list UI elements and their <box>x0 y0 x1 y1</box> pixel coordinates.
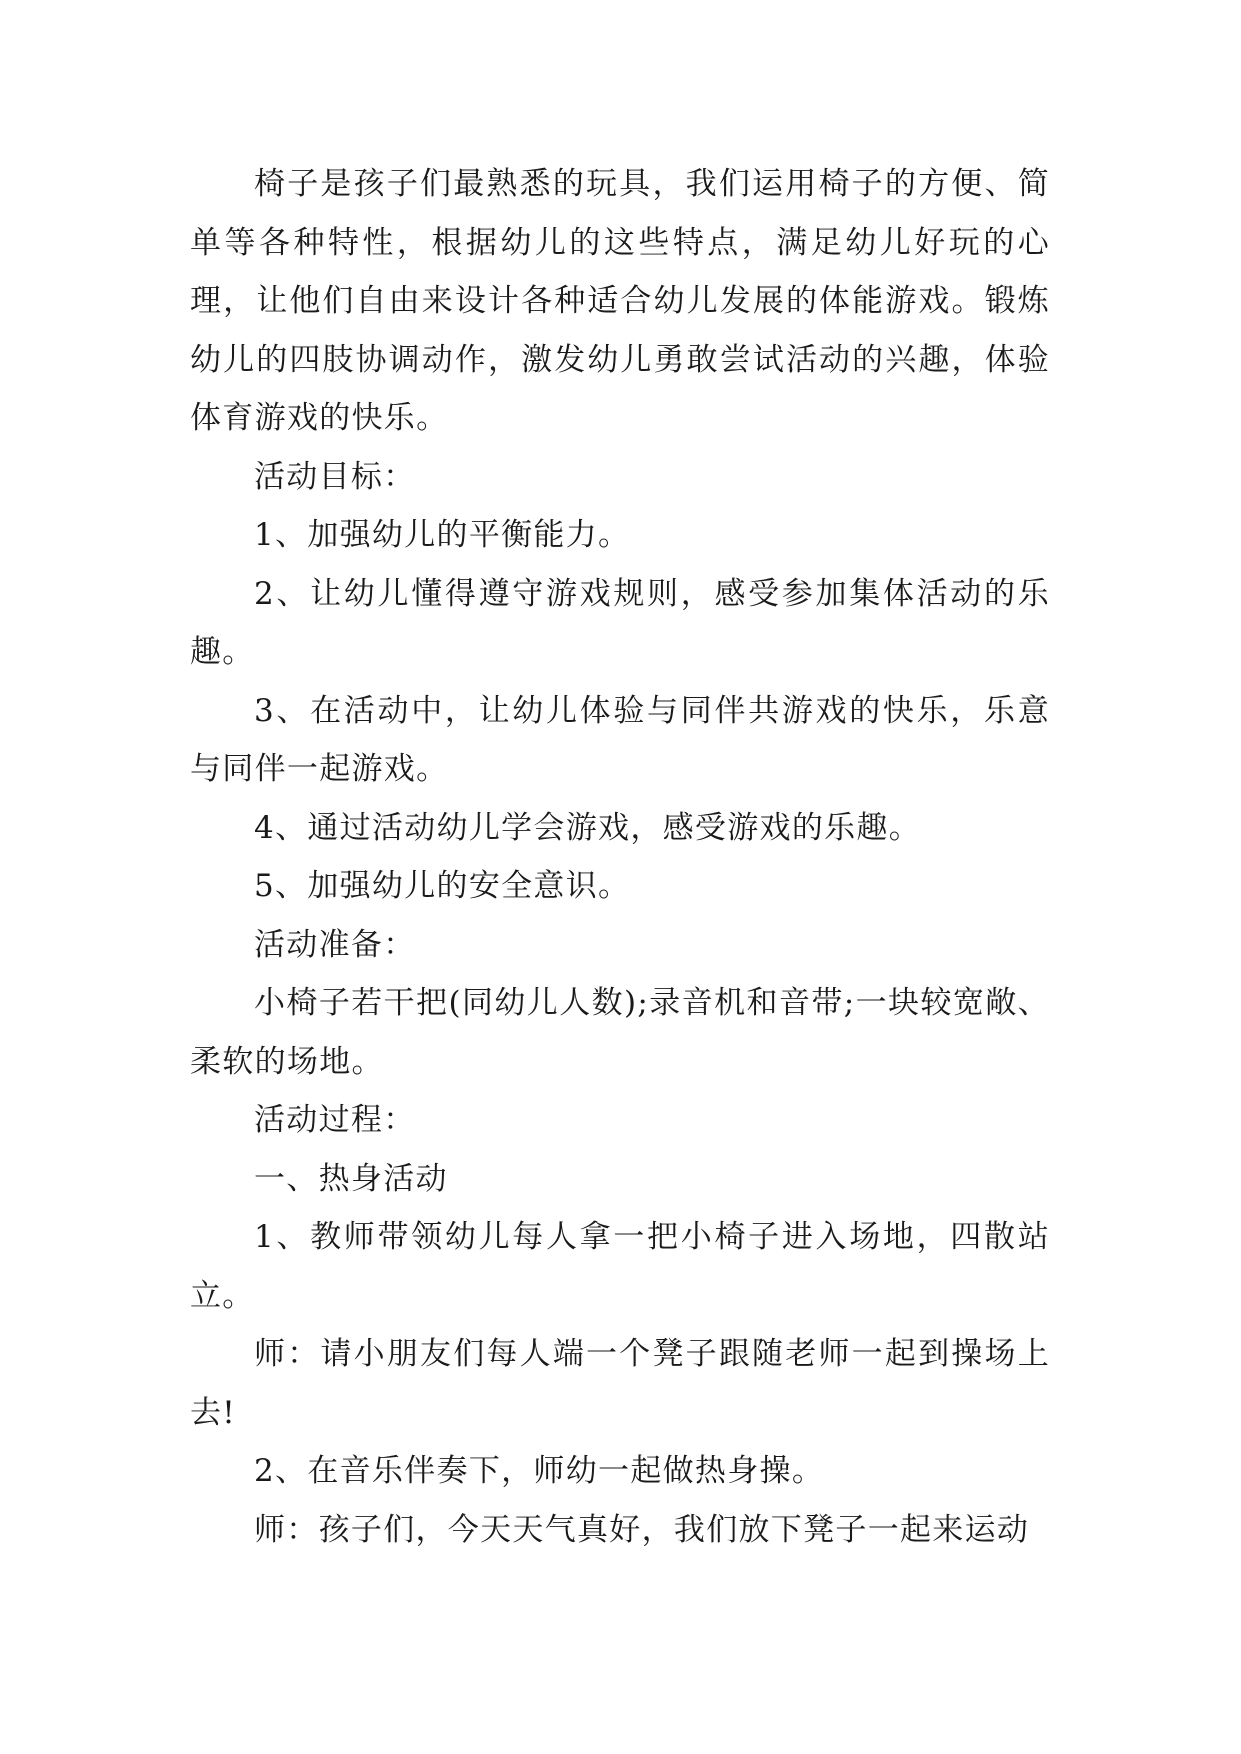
section-heading-process: 活动过程： <box>254 1102 416 1138</box>
process-item-1: 1、教师带领幼儿每人拿一把小椅子进入场地，四散站立。 <box>190 1219 1050 1314</box>
section-heading-goals: 活动目标： <box>254 458 416 495</box>
document-body <box>190 155 1050 1559</box>
goal-item-5: 5、加强幼儿的安全意识。 <box>254 868 631 904</box>
intro-paragraph: 椅子是孩子们最熟悉的玩具，我们运用椅子的方便、简单等各种特性，根据幼儿的这些特点，满足幼儿好玩的心理，让他们自由来设计各种适合幼儿发展的体能游戏。锻炼幼儿的四肢协调动作，激发幼儿勇敢尝试活动的兴趣，体验体育游戏的快乐。 <box>190 166 1050 436</box>
section-heading-preparation: 活动准备： <box>254 926 416 963</box>
goal-item-4: 4、通过活动幼儿学会游戏，感受游戏的乐趣。 <box>254 809 922 846</box>
goal-item-2: 2、让幼儿懂得遵守游戏规则，感受参加集体活动的乐趣。 <box>190 575 1050 670</box>
goal-item-3: 3、在活动中，让幼儿体验与同伴共游戏的快乐，乐意与同伴一起游戏。 <box>190 692 1050 787</box>
process-step-heading: 一、热身活动 <box>254 1160 448 1197</box>
process-item-2: 2、在音乐伴奏下，师幼一起做热身操。 <box>254 1453 825 1489</box>
goal-item-1: 1、加强幼儿的平衡能力。 <box>254 517 631 553</box>
teacher-line-2: 师：孩子们，今天天气真好，我们放下凳子一起来运动 <box>254 1511 1030 1548</box>
preparation-paragraph: 小椅子若干把(同幼儿人数);录音机和音带;一块较宽敞、柔软的场地。 <box>190 985 1050 1080</box>
teacher-line-1: 师：请小朋友们每人端一个凳子跟随老师一起到操场上去! <box>190 1336 1050 1431</box>
